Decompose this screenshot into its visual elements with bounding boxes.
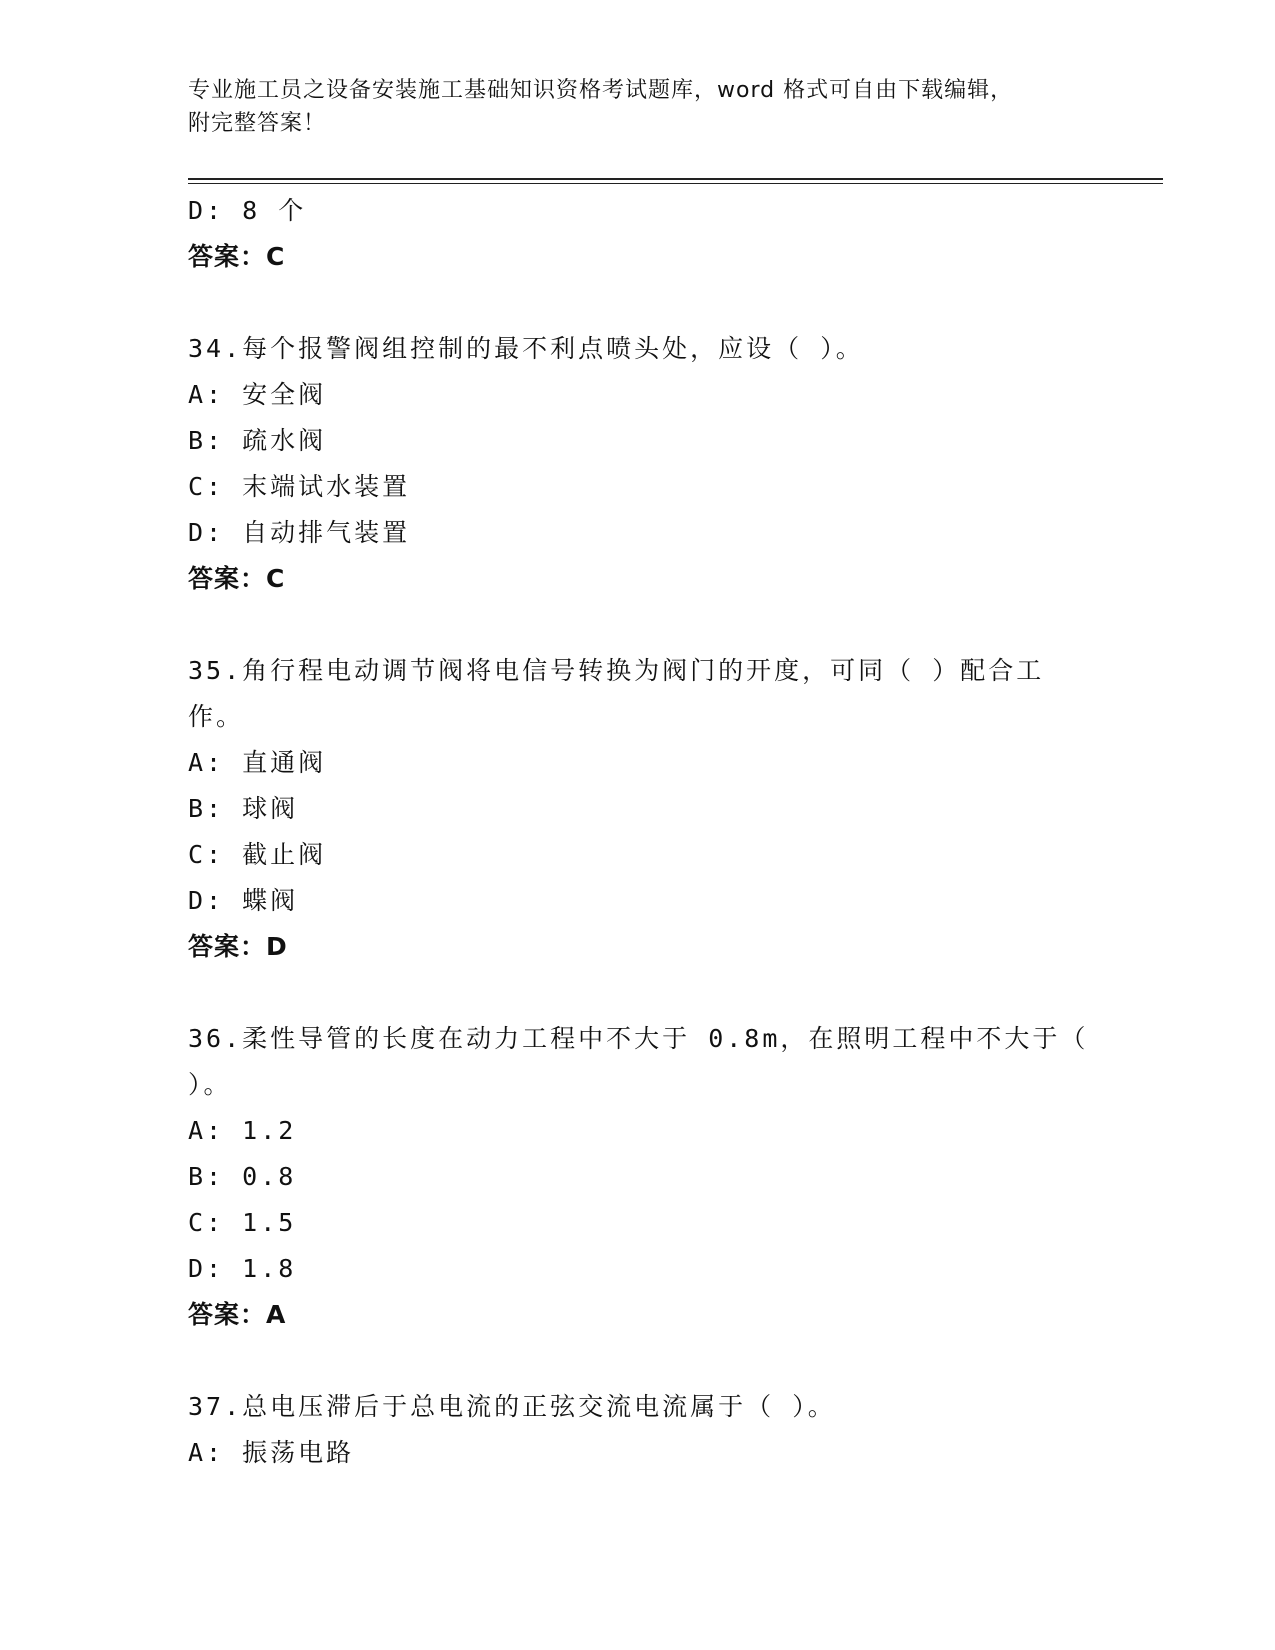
question-stem: 37.总电压滞后于总电流的正弦交流电流属于（ ）。	[188, 1392, 836, 1421]
spacer	[188, 280, 1088, 326]
option-c: C: 1.5	[188, 1208, 297, 1237]
option-c: C: 末端试水装置	[188, 472, 411, 501]
option-d: D: 8 个	[188, 196, 307, 225]
page-header	[188, 74, 1088, 140]
answer-line: 答案：D	[188, 932, 288, 961]
answer-line: 答案：A	[188, 1300, 287, 1329]
option-b: B: 球阀	[188, 794, 299, 823]
spacer	[188, 1338, 1088, 1384]
option-d: D: 1.8	[188, 1254, 297, 1283]
question-stem: 34.每个报警阀组控制的最不利点喷头处，应设（ ）。	[188, 334, 864, 363]
option-c: C: 截止阀	[188, 840, 327, 869]
question-36	[188, 1016, 1088, 1338]
spacer	[188, 602, 1088, 648]
header-line-2: 附完整答案！	[188, 111, 327, 136]
question-stem: 36.柔性导管的长度在动力工程中不大于 0.8m，在照明工程中不大于（	[188, 1024, 1089, 1053]
option-b: B: 0.8	[188, 1162, 297, 1191]
question-stem-continued: 作。	[188, 702, 245, 731]
question-list	[188, 188, 1088, 1476]
question-33-tail	[188, 188, 1088, 280]
header-rule-thin	[188, 183, 1163, 184]
question-stem: 35.角行程电动调节阀将电信号转换为阀门的开度，可同（ ）配合工	[188, 656, 1045, 685]
header-line-1: 专业施工员之设备安装施工基础知识资格考试题库，word 格式可自由下载编辑，	[188, 78, 1014, 103]
option-a: A: 1.2	[188, 1116, 297, 1145]
answer-line: 答案：C	[188, 242, 286, 271]
answer-line: 答案：C	[188, 564, 286, 593]
header-rule-thick	[188, 178, 1163, 180]
option-a: A: 直通阀	[188, 748, 327, 777]
option-a: A: 振荡电路	[188, 1438, 355, 1467]
question-stem-continued: ）。	[188, 1070, 232, 1099]
spacer	[188, 970, 1088, 1016]
option-a: A: 安全阀	[188, 380, 327, 409]
question-34	[188, 326, 1088, 602]
question-35	[188, 648, 1088, 970]
question-37	[188, 1384, 1088, 1476]
option-d: D: 蝶阀	[188, 886, 299, 915]
option-d: D: 自动排气装置	[188, 518, 411, 547]
option-b: B: 疏水阀	[188, 426, 327, 455]
